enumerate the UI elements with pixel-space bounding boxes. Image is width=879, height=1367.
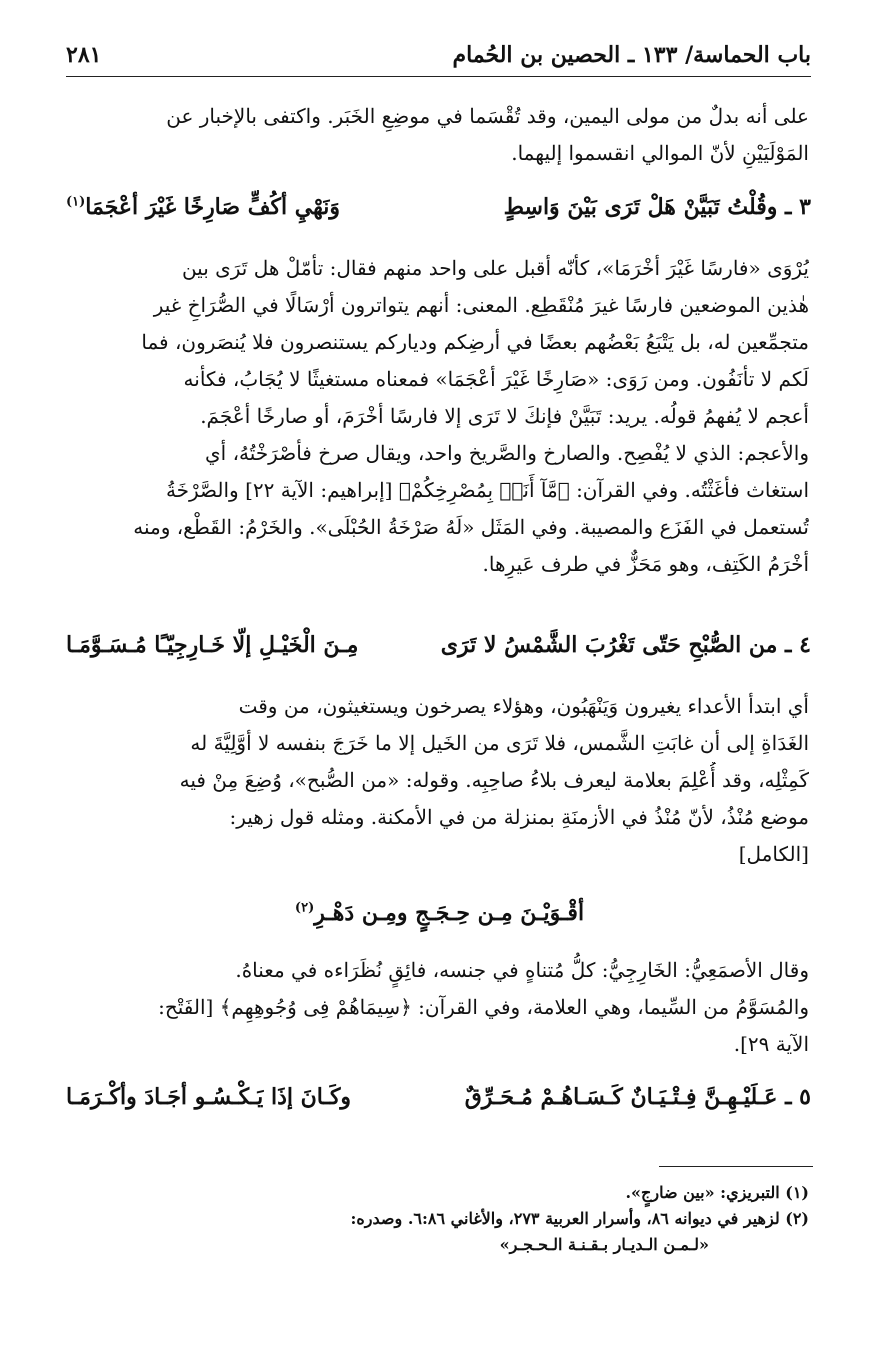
- commentary-line: أي ابتدأ الأعداء يغيرون وَيَنْهَبُون، وهؤلاء يصرخون ويستغيثون، من وقت: [238, 694, 809, 718]
- zuhair-verse: [0, 900, 879, 926]
- verse-3-hemistich-2: وَنَهْيِ أكُفٍّ صَارِخًا غَيْرَ أعْجَمَا: [85, 194, 340, 220]
- commentary-line: والأعجم: الذي لا يُفْصِح. والصارخ والصَّريخ واحد، ويقال صرخ فأصْرَخْتُهُ، أي: [205, 441, 809, 465]
- verse-4-hemistich-1: ٤ ـ من الصُّبْحِ حَتّى تَغْرُبَ الشَّمْسُ لا تَرَى: [440, 632, 811, 658]
- commentary-line: يُرْوَى «فارسًا غَيْرَ أخْرَمَا»، كأنّه أقبل على واحد منهم فقال: تأمّلْ هل تَرَى بين: [181, 256, 809, 280]
- page-number: ٢٨١: [66, 42, 102, 68]
- intro-line: المَوْلَيَيْنِ لأنّ الموالي انقسموا إليهما.: [511, 141, 809, 165]
- verse-3-hemistich-2-group: [66, 194, 340, 220]
- commentary-line: لَكم لا تأنَفُون. ومن رَوَى: «صَارِخًا غَيْرَ أعْجَمَا» فمعناه مستغيثًا لا يُجَابُ، فكأنه: [183, 367, 809, 391]
- meter-label: [الكامل]: [738, 842, 809, 866]
- footnote-1: (١) التبريزي: «بين ضارجٍ».: [625, 1183, 809, 1202]
- commentary-line: الآية ٢٩].: [733, 1032, 809, 1056]
- commentary-line: موضع مُنْذُ، لأنّ مُنْذُ في الأزمنَةِ بمنزلة من في الأمكنة. ومثله قول زهير:: [229, 805, 809, 829]
- commentary-line: هٰذين الموضعين فارسًا غيرَ مُنْقَطِع. المعنى: أنهم يتواترون أرْسَالًا في الصُّرَاخِ غير: [153, 293, 809, 317]
- verse-3: [66, 194, 811, 230]
- commentary-line: والمُسَوَّمُ من السِّيما، وهي العلامة، وفي القرآن: ﴿سِيمَاهُمْ فِى وُجُوهِهِم﴾ [الفَتْح:: [158, 995, 809, 1019]
- footnote-ref-2: (٢): [294, 900, 315, 916]
- footnote-2: (٢) لزهير في ديوانه ٨٦، وأسرار العربية ٢٧٣، والأغاني ٦:٨٦. وصدره:: [350, 1209, 809, 1228]
- commentary-verse-4: [70, 688, 809, 873]
- commentary-line: أعجم لا يُفهمُ قولُه. يريد: تَبَيَّنْ فإنكَ لا تَرَى إلا فارسًا أخْرَمَ، أو صارخًا أعْجَمَ.: [200, 404, 809, 428]
- running-header: [66, 40, 811, 77]
- verse-4: [66, 632, 811, 668]
- verse-3-hemistich-1: ٣ ـ وقُلْتُ تَبَيَّنْ هَلْ تَرَى بَيْنَ وَاسِطٍ: [503, 194, 811, 220]
- footnote-2-quote: «لـمـن الـديـار بـقـنـة الـحـجـر»: [499, 1235, 709, 1254]
- commentary-verse-3: [70, 250, 809, 583]
- commentary-line: متجمِّعين له، بل يَتْبَعُ بَعْضُهم بعضًا في أرضِكم ودياركم يستنصرون فلا يُنصَرون، فما: [141, 330, 809, 354]
- footnotes: [70, 1180, 809, 1258]
- intro-line: على أنه بدلٌ من مولى اليمين، وقد تُقْسَما في موضِعِ الخَبَر. واكتفى بالإخبار عن: [166, 104, 809, 128]
- footnote-ref-1: (١): [66, 194, 86, 210]
- footnote-separator: [659, 1166, 813, 1167]
- commentary-line: استغاث فأغَثْتُه. وفي القرآن: ﴿مَّآ أَنَا۠ بِمُصْرِخِكُمْ﴾ [إبراهيم: الآية ٢٢] والصَّرْخَةُ: [165, 478, 809, 502]
- verse-5: [66, 1084, 811, 1120]
- commentary-line: تُستعمل في الفَزَع والمصيبة. وفي المَثَل «لَهُ صَرْخَةُ الحُبْلَى». والخَرْمُ: القَطْع، ومنه: [133, 515, 809, 539]
- verse-5-hemistich-2: وكَـانَ إذَا يَـكْـسُـو أجَـادَ وأكْـرَمَـا: [66, 1084, 352, 1110]
- commentary-line: أخْرَمُ الكَتِف، وهو مَحَزٌّ في طرف عَيرِها.: [482, 552, 809, 576]
- commentary-asmai: [70, 952, 809, 1063]
- commentary-line: الغَدَاةِ إلى أن غابَتِ الشَّمس، فلا تَرَى من الخَيل إلا ما خَرَجَ بنفسه لا أوَّلِيَّةَ له: [190, 731, 809, 755]
- intro-paragraph: [70, 98, 809, 172]
- commentary-line: كَمِثْلِه، وقد أُعْلِمَ بعلامة ليعرف بلاءُ صاحِبِه. وقوله: «من الصُّبح»، وُضِعَ مِنْ فيه: [179, 768, 809, 792]
- header-title: باب الحماسة/ ١٣٣ ـ الحصين بن الحُمام: [452, 42, 811, 68]
- zuhair-verse-text: أقْـوَيْـنَ مِـن حِـجَـجٍ ومِـن دَهْـرِ: [314, 900, 585, 926]
- verse-4-hemistich-2: مِـنَ الْخَيْـلِ إلّا خَـارِجِيّـًا مُـسَـوَّمَـا: [66, 632, 359, 658]
- commentary-line: وقال الأصمَعِيُّ: الخَارِجِيُّ: كلُّ مُتناهٍ في جنسه، فائِقٍ نُظَرَاءه في معناهُ.: [235, 958, 809, 982]
- verse-5-hemistich-1: ٥ ـ عَـلَيْـهِـنَّ فِـتْـيَـانٌ كَـسَـاهُـمْ مُـحَـرِّقٌ: [464, 1084, 811, 1110]
